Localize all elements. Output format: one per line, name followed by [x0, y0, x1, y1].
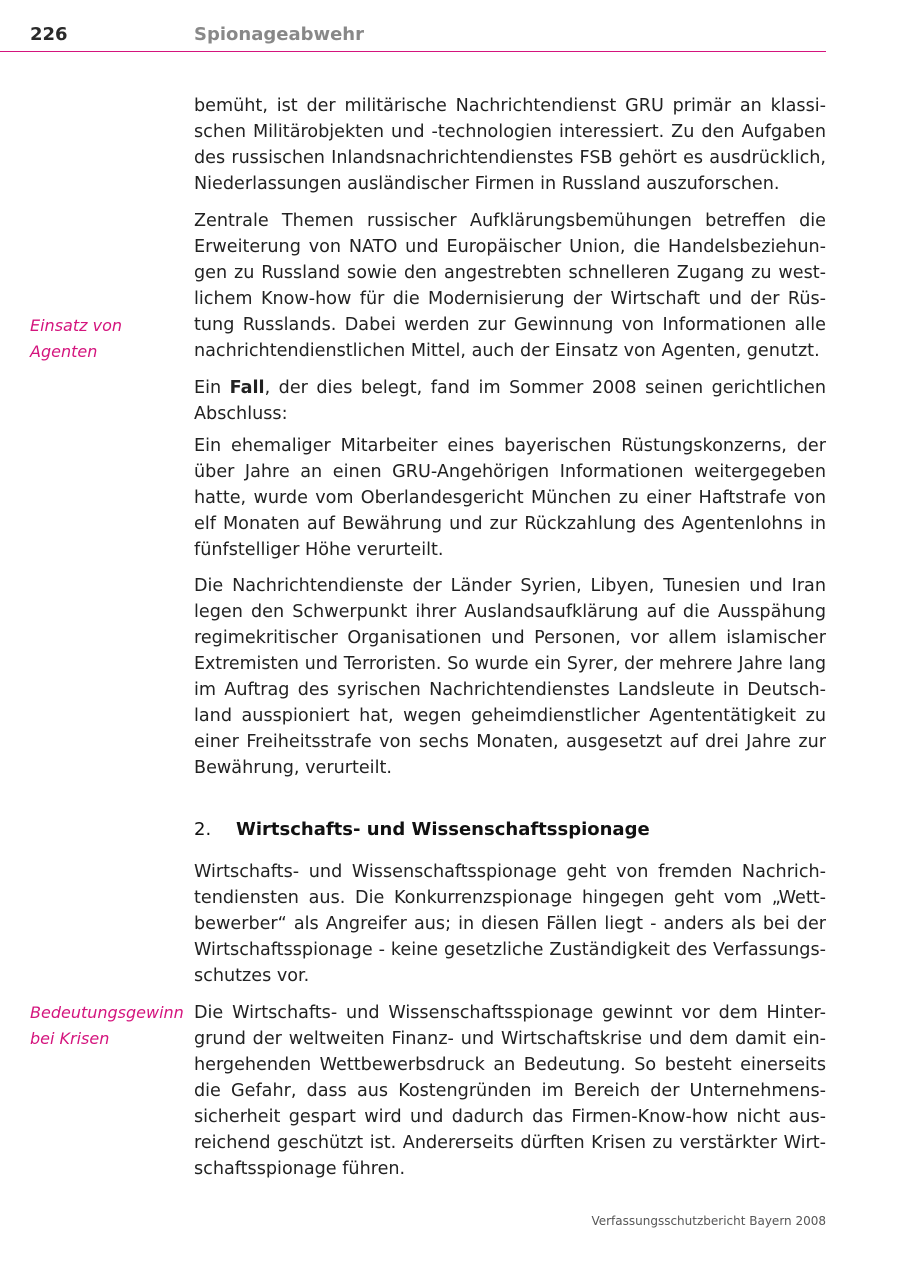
text-line: tendiensten aus. Die Konkurrenzspionage hingegen geht vom „Wett-	[194, 888, 826, 908]
text-line: legen den Schwerpunkt ihrer Auslandsaufklärung auf die Ausspähung	[194, 602, 826, 622]
paragraph-economic-espionage	[194, 859, 826, 989]
header-rule	[0, 51, 826, 52]
text-line: grund der weltweiten Finanz- und Wirtschaftskrise und dem damit ein-	[194, 1029, 826, 1049]
text-line: des russischen Inlandsnachrichtendienstes FSB gehört es ausdrücklich,	[194, 148, 826, 168]
page-number: 226	[30, 24, 68, 45]
text-line	[194, 375, 826, 401]
text-line: nachrichtendienstlichen Mittel, auch der Einsatz von Agenten, genutzt.	[194, 341, 820, 361]
section-title: Wirtschafts- und Wissenschaftsspionage	[236, 819, 650, 840]
text-line: elf Monaten auf Bewährung und zur Rückzahlung des Agentenlohns in	[194, 514, 826, 534]
text-line: Bewährung, verurteilt.	[194, 758, 392, 778]
margin-note-line: Einsatz von	[30, 316, 122, 335]
text-line: bemüht, ist der militärische Nachrichtendienst GRU primär an klassi-	[194, 96, 826, 116]
text-line: hergehenden Wettbewerbsdruck an Bedeutung. So besteht einerseits	[194, 1055, 826, 1075]
text-line: die Gefahr, dass aus Kostengründen im Bereich der Unternehmens-	[194, 1081, 826, 1101]
paragraph-other-services	[194, 573, 826, 781]
text-line: Abschluss:	[194, 404, 288, 424]
paragraph-case-intro	[194, 375, 826, 427]
text-line: lichem Know-how für die Modernisierung der Wirtschaft und der Rüs-	[194, 289, 826, 309]
text-line: fünfstelliger Höhe verurteilt.	[194, 540, 444, 560]
text-prefix: Ein	[194, 378, 230, 398]
text-line: einer Freiheitsstrafe von sechs Monaten, ausgesetzt auf drei Jahre zur	[194, 732, 826, 752]
text-line: reichend geschützt ist. Andererseits dürften Krisen zu verstärkter Wirt-	[194, 1133, 826, 1153]
text-line: sicherheit gespart wird und dadurch das Firmen-Know-how nicht aus-	[194, 1107, 826, 1127]
text-line: im Auftrag des syrischen Nachrichtendienstes Landsleute in Deutsch-	[194, 680, 826, 700]
text-rest: , der dies belegt, fand im Sommer 2008 seinen gerichtlichen	[264, 378, 827, 398]
text-line: hatte, wurde vom Oberlandesgericht München zu einer Haftstrafe von	[194, 488, 826, 508]
margin-note-agents	[30, 313, 122, 365]
text-line: Wirtschafts- und Wissenschaftsspionage geht von fremden Nachrich-	[194, 862, 826, 882]
margin-note-crisis	[30, 1000, 184, 1052]
text-line: Wirtschaftsspionage - keine gesetzliche Zuständigkeit des Verfassungs-	[194, 940, 826, 960]
bold-term: Fall	[229, 378, 265, 398]
footer-publication: Verfassungsschutzbericht Bayern 2008	[591, 1214, 826, 1228]
paragraph-crisis	[194, 1000, 826, 1182]
text-line: Niederlassungen ausländischer Firmen in Russland auszuforschen.	[194, 174, 780, 194]
section-number: 2.	[194, 819, 212, 840]
margin-note-line: Agenten	[30, 342, 98, 361]
text-line: Die Nachrichtendienste der Länder Syrien, Libyen, Tunesien und Iran	[194, 576, 826, 596]
margin-note-line: Bedeutungsgewinn	[30, 1003, 184, 1022]
text-line: land ausspioniert hat, wegen geheimdienstlicher Agententätigkeit zu	[194, 706, 826, 726]
text-line: Ein ehemaliger Mitarbeiter eines bayerischen Rüstungskonzerns, der	[194, 436, 826, 456]
paragraph-case-detail	[194, 433, 826, 563]
text-line: Erweiterung von NATO und Europäischer Union, die Handelsbeziehun-	[194, 237, 826, 257]
text-line: bewerber“ als Angreifer aus; in diesen Fällen liegt - anders als bei der	[194, 914, 826, 934]
text-line: Zentrale Themen russischer Aufklärungsbemühungen betreffen die	[194, 211, 826, 231]
text-line: schen Militärobjekten und -technologien interessiert. Zu den Aufgaben	[194, 122, 826, 142]
text-line: gen zu Russland sowie den angestrebten schnelleren Zugang zu west-	[194, 263, 826, 283]
text-line: schutzes vor.	[194, 966, 310, 986]
text-line: Die Wirtschafts- und Wissenschaftsspionage gewinnt vor dem Hinter-	[194, 1003, 826, 1023]
text-line: schaftsspionage führen.	[194, 1159, 406, 1179]
text-line: Extremisten und Terroristen. So wurde ein Syrer, der mehrere Jahre lang	[194, 654, 826, 674]
text-line: regimekritischer Organisationen und Personen, vor allem islamischer	[194, 628, 826, 648]
running-header-title: Spionageabwehr	[194, 24, 364, 45]
paragraph-themes	[194, 208, 826, 364]
margin-note-line: bei Krisen	[30, 1029, 110, 1048]
paragraph-gru	[194, 93, 826, 197]
text-line: tung Russlands. Dabei werden zur Gewinnung von Informationen alle	[194, 315, 826, 335]
section-heading	[194, 819, 650, 840]
text-line: über Jahre an einen GRU-Angehörigen Informationen weitergegeben	[194, 462, 826, 482]
